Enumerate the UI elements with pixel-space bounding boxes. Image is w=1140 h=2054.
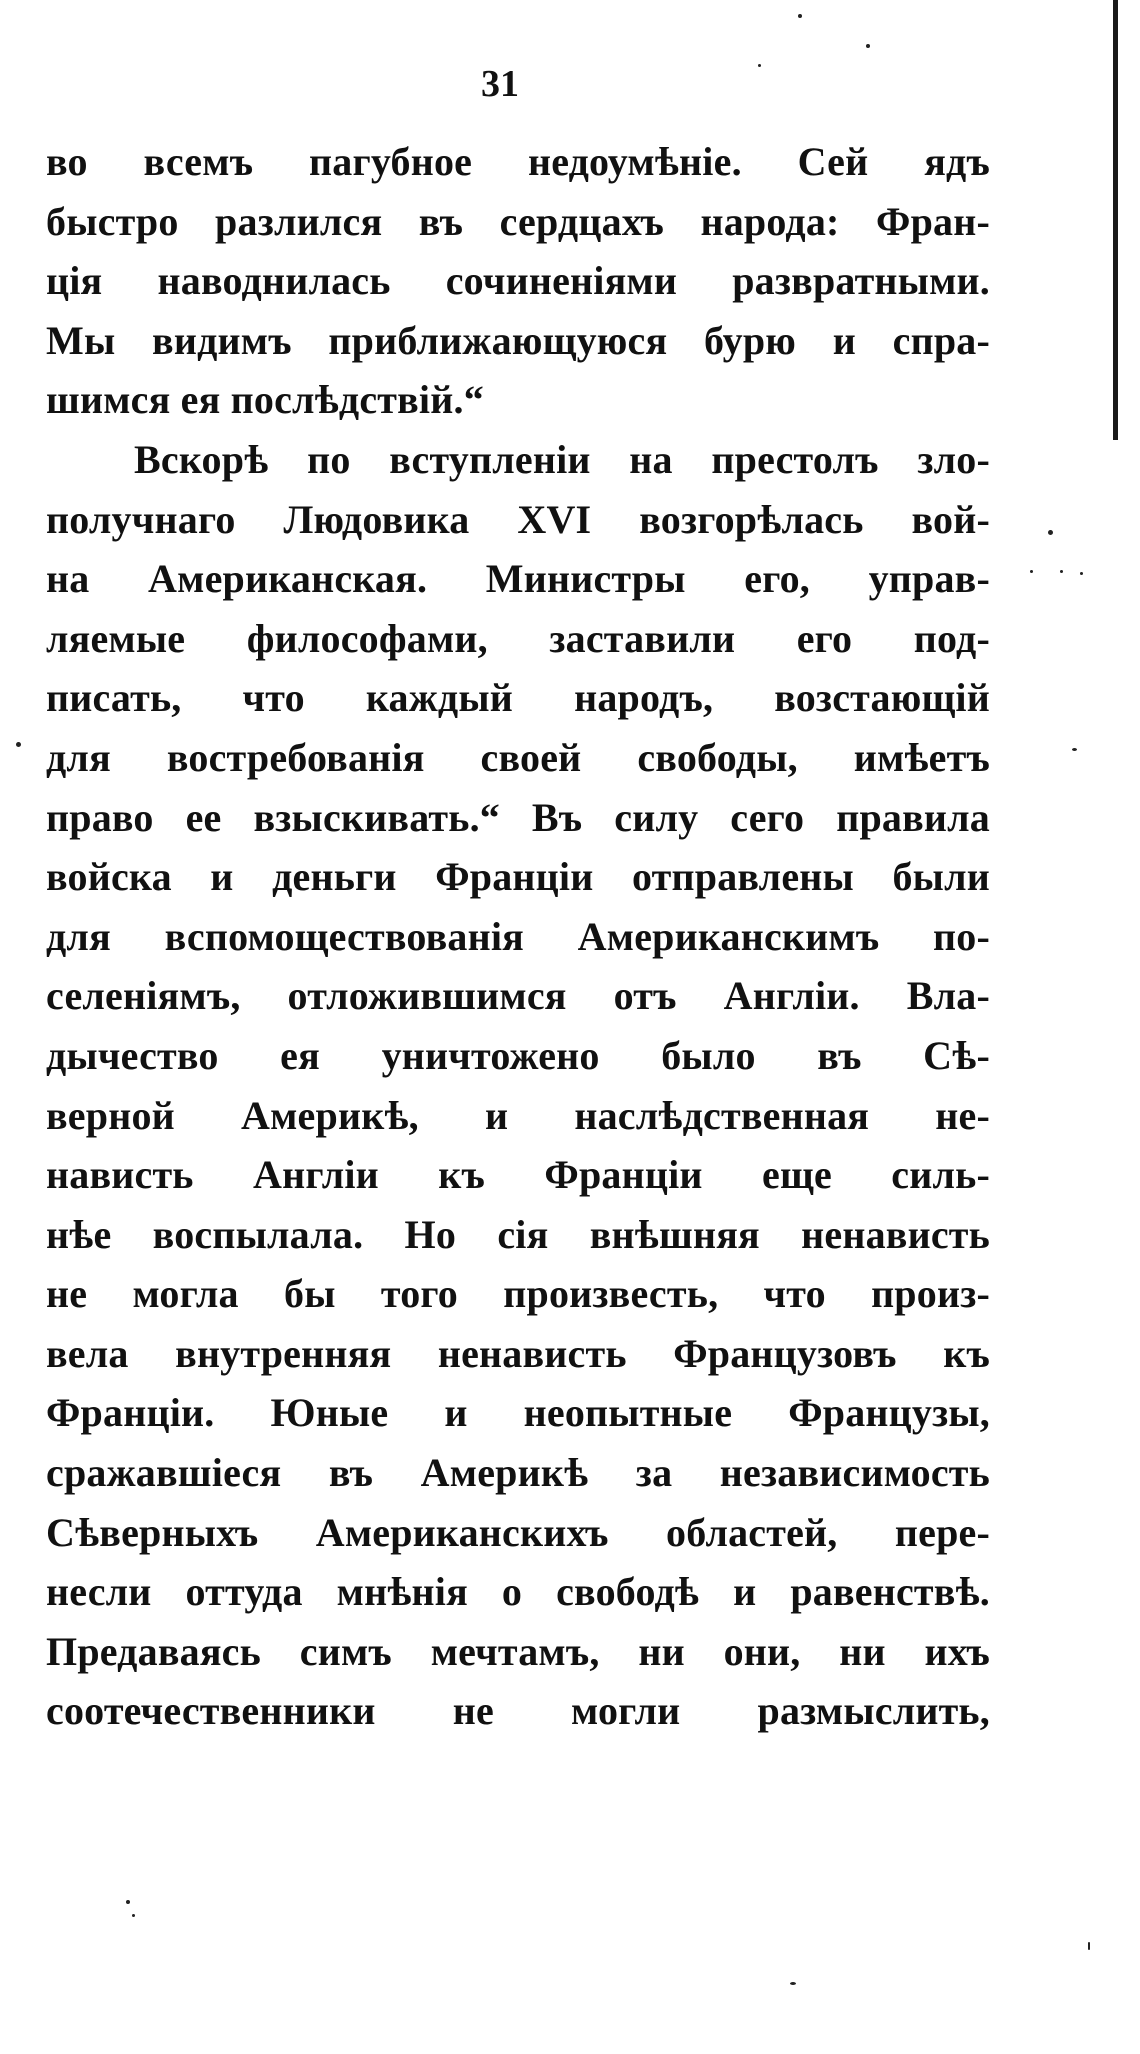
text-line: во всемъ пагубное недоумѣніе. Сей ядъ xyxy=(46,139,990,184)
scan-speck xyxy=(126,1900,130,1904)
scan-speck xyxy=(16,742,21,747)
text-line: сражавшіеся въ Америкѣ за независимость xyxy=(46,1450,990,1496)
text-line: быстро разлился въ сердцахъ народа: Фран- xyxy=(46,198,990,244)
text-line: для вспомоществованія Американскимъ по- xyxy=(46,913,990,959)
scan-speck xyxy=(1080,572,1083,575)
text-line: Франціи. Юные и неопытные Французы, xyxy=(46,1390,990,1436)
text-line: селеніямъ, отложившимся отъ Англіи. Вла- xyxy=(46,973,990,1019)
text-line: дычество ея уничтожено было въ Сѣ- xyxy=(46,1032,990,1078)
scan-speck xyxy=(798,14,802,18)
scan-speck xyxy=(758,64,761,67)
text-line: на Американская. Министры его, управ- xyxy=(46,556,990,602)
scan-speck xyxy=(1072,748,1077,751)
text-line: нѣе воспылала. Но сія внѣшняя ненависть xyxy=(46,1211,990,1257)
scan-speck xyxy=(1060,570,1063,573)
text-line: несли оттуда мнѣнія о свободѣ и равенствѣ. xyxy=(46,1569,990,1615)
text-line: шимся ея послѣдствій.“ xyxy=(46,377,484,423)
text-line: ляемые философами, заставили его под- xyxy=(46,615,990,661)
scan-speck xyxy=(1048,530,1053,535)
text-line: нависть Англіи къ Франціи еще силь- xyxy=(46,1152,990,1198)
body-text xyxy=(46,132,990,1741)
text-line: ція наводнилась сочиненіями развратными. xyxy=(46,258,990,304)
text-line: право ее взыскивать.“ Въ силу сего правила xyxy=(46,794,990,840)
text-line: не могла бы того произвесть, что произ- xyxy=(46,1271,990,1317)
text-line: Предаваясь симъ мечтамъ, ни они, ни ихъ xyxy=(46,1628,990,1674)
text-line: соотечественники не могли размыслить, xyxy=(46,1688,990,1734)
text-line: Сѣверныхъ Американскихъ областей, пере- xyxy=(46,1509,990,1555)
scan-speck xyxy=(132,1914,135,1917)
page-number: 31 xyxy=(481,63,519,105)
text-line: писать, что каждый народъ, возстающій xyxy=(46,675,990,721)
text-line: верной Америкѣ, и наслѣдственная не- xyxy=(46,1092,990,1138)
scan-speck xyxy=(866,44,870,48)
text-line: войска и деньги Франціи отправлены были xyxy=(46,854,990,900)
scan-speck xyxy=(790,1982,796,1985)
text-line: Мы видимъ приближающуюся бурю и спра- xyxy=(46,317,990,363)
scan-speck xyxy=(1030,570,1033,573)
text-line: вела внутренняя ненависть Французовъ къ xyxy=(46,1330,990,1376)
text-line: для востребованія своей свободы, имѣетъ xyxy=(46,734,990,780)
page-edge-rule xyxy=(1113,0,1118,440)
text-line: получнаго Людовика XVI возгорѣлась вой- xyxy=(46,496,990,542)
scan-speck xyxy=(1088,1942,1090,1950)
text-line: Вскорѣ по вступленіи на престолъ зло- xyxy=(134,436,990,482)
